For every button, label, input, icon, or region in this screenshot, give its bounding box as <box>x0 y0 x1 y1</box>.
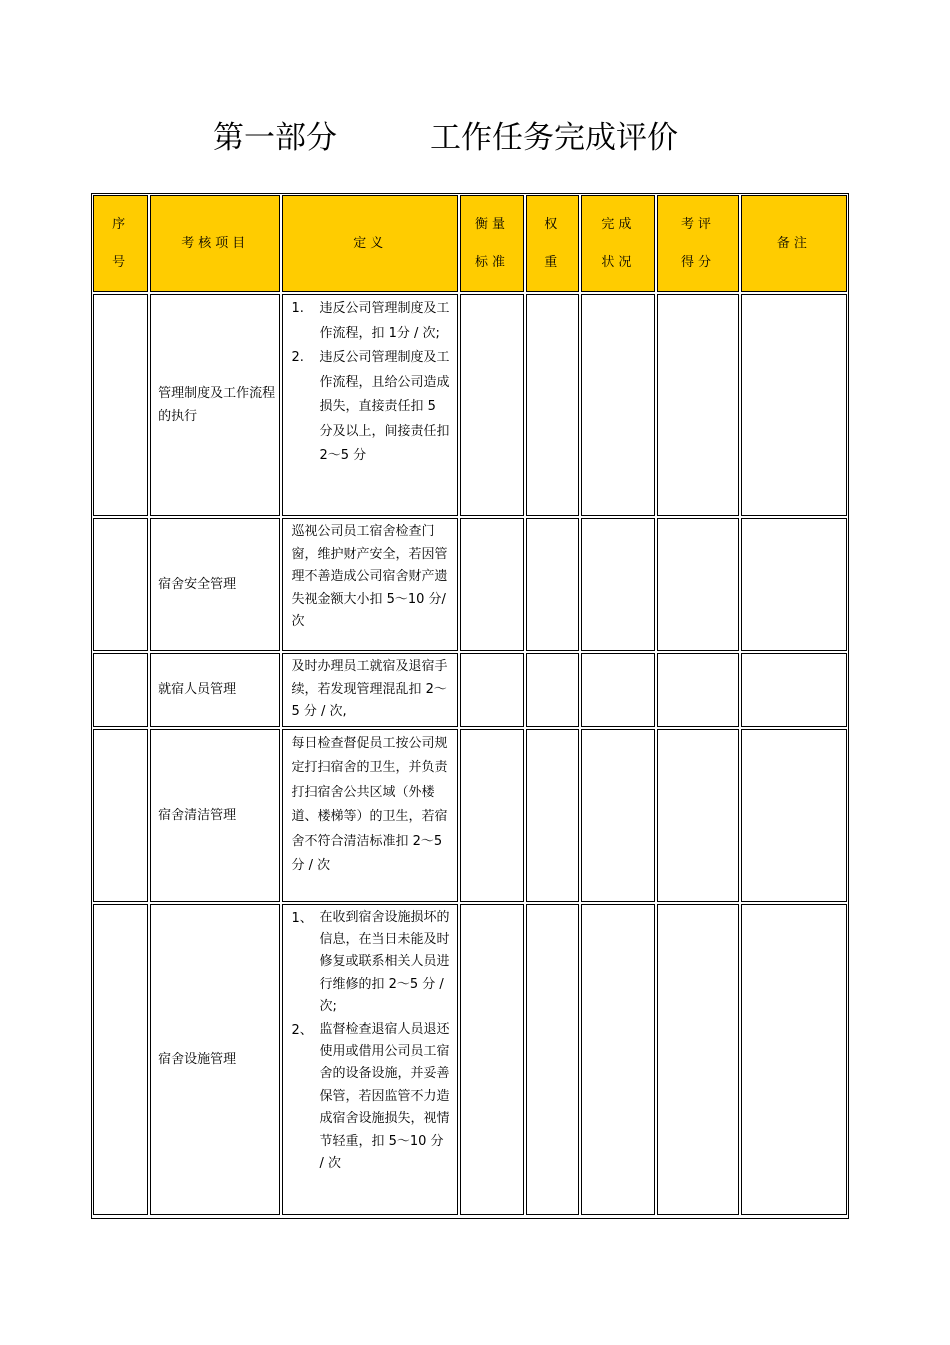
cell-definition: 及时办理员工就宿及退宿手续，若发现管理混乱扣 2～5 分 / 次, <box>282 653 457 727</box>
cell-standard <box>460 653 524 727</box>
cell-remark <box>741 729 847 902</box>
cell-status <box>581 518 655 651</box>
cell-seq <box>93 294 148 516</box>
header-score: 考评 得分 <box>657 195 738 292</box>
header-seq: 序 号 <box>93 195 148 292</box>
cell-status <box>581 653 655 727</box>
table-row <box>93 729 847 902</box>
cell-standard <box>460 729 524 902</box>
cell-definition: 每日检查督促员工按公司规定打扫宿舍的卫生，并负责打扫宿舍公共区域（外楼道、楼梯等）的卫生，若宿舍不符合清洁标准扣 2～5 分 / 次 <box>282 729 457 902</box>
cell-definition <box>282 904 457 1215</box>
header-weight: 权 重 <box>526 195 579 292</box>
cell-weight <box>526 518 579 651</box>
cell-weight <box>526 294 579 516</box>
cell-standard <box>460 904 524 1215</box>
cell-remark <box>741 518 847 651</box>
header-definition: 定义 <box>282 195 457 292</box>
cell-standard <box>460 518 524 651</box>
cell-status <box>581 729 655 902</box>
definition-list-item: 2、 监督检查退宿人员退还使用或借用公司员工宿舍的设备设施，并妥善保管，若因监管不力造成宿舍设施损失，视情节轻重，扣 5～10 分 / 次 <box>291 1021 450 1171</box>
definition-list-item: 1. 违反公司管理制度及工作流程，扣 1分 / 次; <box>291 301 450 341</box>
cell-seq <box>93 729 148 902</box>
cell-standard <box>460 294 524 516</box>
cell-score <box>657 518 738 651</box>
title-part: 第一部分 <box>213 120 337 156</box>
header-standard: 衡量 标准 <box>460 195 524 292</box>
cell-remark <box>741 904 847 1215</box>
cell-item: 宿舍安全管理 <box>150 518 280 651</box>
table-row <box>93 653 847 727</box>
cell-status <box>581 904 655 1215</box>
table-row <box>93 518 847 651</box>
cell-definition: 巡视公司员工宿舍检查门窗，维护财产安全，若因管理不善造成公司宿舍财产遗失视金额大小扣 5～10 分/次 <box>282 518 457 651</box>
cell-score <box>657 904 738 1215</box>
cell-item: 宿舍设施管理 <box>150 904 280 1215</box>
cell-status <box>581 294 655 516</box>
header-remark: 备注 <box>741 195 847 292</box>
evaluation-table <box>91 193 849 1219</box>
table-row <box>93 904 847 1215</box>
cell-weight <box>526 653 579 727</box>
header-item: 考核项目 <box>150 195 280 292</box>
cell-seq <box>93 904 148 1215</box>
definition-list-item: 2. 违反公司管理制度及工作流程，且给公司造成损失，直接责任扣 5 分及以上，间接责任扣 2～5 分 <box>291 350 450 463</box>
definition-list-item: 1、 在收到宿舍设施损坏的信息，在当日未能及时修复或联系相关人员进行维修的扣 2～5 分 / 次; <box>291 909 450 1015</box>
cell-item: 管理制度及工作流程的执行 <box>150 294 280 516</box>
cell-seq <box>93 518 148 651</box>
cell-remark <box>741 653 847 727</box>
cell-item: 就宿人员管理 <box>150 653 280 727</box>
cell-weight <box>526 729 579 902</box>
table-header-row <box>93 195 847 292</box>
table-row <box>93 294 847 516</box>
cell-definition <box>282 294 457 516</box>
cell-weight <box>526 904 579 1215</box>
cell-remark <box>741 294 847 516</box>
page-title <box>0 112 950 162</box>
cell-score <box>657 729 738 902</box>
cell-item: 宿舍清洁管理 <box>150 729 280 902</box>
cell-seq <box>93 653 148 727</box>
cell-score <box>657 653 738 727</box>
header-status: 完成 状况 <box>581 195 655 292</box>
title-name: 工作任务完成评价 <box>430 120 678 156</box>
cell-score <box>657 294 738 516</box>
